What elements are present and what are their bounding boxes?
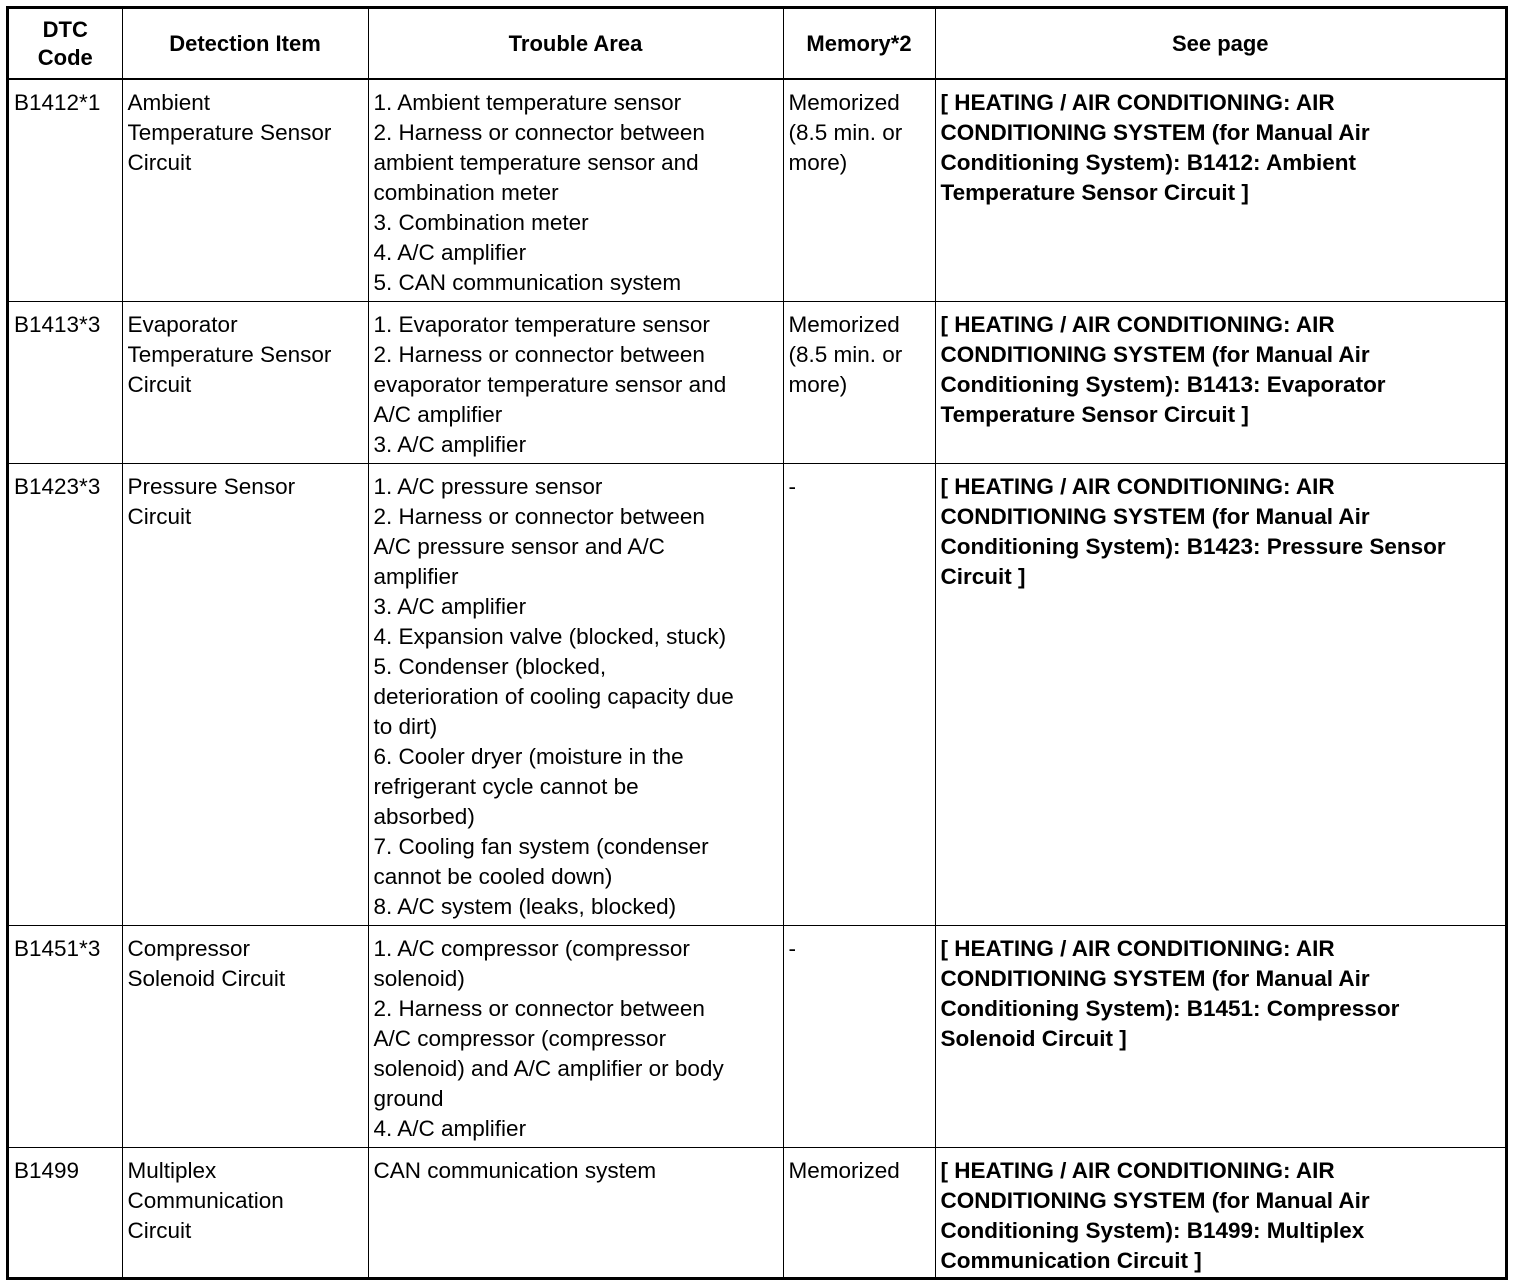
- detection-item-line: Circuit: [127, 371, 192, 397]
- trouble-area-line: 1. A/C pressure sensor: [373, 473, 603, 499]
- trouble-area-line: 3. Combination meter: [373, 210, 589, 235]
- detection-item-line: Communication: [127, 1187, 284, 1213]
- see-page-line: Conditioning System): B1423: Pressure Sensor: [940, 533, 1446, 559]
- trouble-area-line: 5. Condenser (blocked,: [373, 653, 607, 679]
- dtc-code-cell: [9, 79, 122, 301]
- see-page-cell: [935, 301, 1505, 463]
- table-row: [9, 79, 1505, 301]
- trouble-area-line: 7. Cooling fan system (condenser: [373, 833, 709, 859]
- see-page-line: Conditioning System): B1451: Compressor: [940, 995, 1400, 1021]
- trouble-area-line: evaporator temperature sensor and: [373, 371, 727, 397]
- memory-line: (8.5 min. or: [788, 120, 903, 145]
- memory-cell: [783, 79, 935, 301]
- dtc-code: B1413*3: [14, 311, 101, 337]
- trouble-area-line: deterioration of cooling capacity due: [373, 683, 734, 709]
- dtc-document: [6, 6, 1508, 1280]
- memory-cell: [783, 925, 935, 1147]
- dtc-table: [9, 9, 1505, 1278]
- see-page-line: CONDITIONING SYSTEM (for Manual Air: [940, 1187, 1370, 1213]
- memory-line: Memorized: [788, 90, 900, 115]
- table-row: [9, 1147, 1505, 1278]
- see-page-cell: [935, 79, 1505, 301]
- header-see-page: See page: [935, 9, 1505, 79]
- trouble-area-line: absorbed): [373, 803, 475, 829]
- memory-line: -: [788, 473, 796, 499]
- see-page-line: Temperature Sensor Circuit ]: [940, 401, 1249, 427]
- trouble-area-line: 6. Cooler dryer (moisture in the: [373, 743, 684, 769]
- detection-item-line: Ambient: [127, 90, 211, 115]
- trouble-area-line: 3. A/C amplifier: [373, 593, 527, 619]
- trouble-area-line: 5. CAN communication system: [373, 270, 682, 295]
- trouble-area-line: 8. A/C system (leaks, blocked): [373, 893, 677, 919]
- trouble-area-line: A/C pressure sensor and A/C: [373, 533, 665, 559]
- see-page-line: Circuit ]: [940, 563, 1026, 589]
- memory-cell: [783, 1147, 935, 1278]
- memory-line: (8.5 min. or: [788, 341, 903, 367]
- see-page-line: [ HEATING / AIR CONDITIONING: AIR: [940, 90, 1335, 115]
- memory-line: more): [788, 371, 848, 397]
- see-page-line: CONDITIONING SYSTEM (for Manual Air: [940, 965, 1370, 991]
- header-memory: Memory*2: [783, 9, 935, 79]
- dtc-code-cell: [9, 463, 122, 925]
- detection-item-line: Solenoid Circuit: [127, 965, 286, 991]
- see-page-line: Temperature Sensor Circuit ]: [940, 180, 1249, 205]
- trouble-area-line: 1. Evaporator temperature sensor: [373, 311, 710, 337]
- trouble-area-line: cannot be cooled down): [373, 863, 613, 889]
- detection-item-line: Temperature Sensor: [127, 341, 332, 367]
- trouble-area-line: ground: [373, 1085, 444, 1111]
- see-page-line: Conditioning System): B1413: Evaporator: [940, 371, 1386, 397]
- see-page-line: [ HEATING / AIR CONDITIONING: AIR: [940, 1157, 1335, 1183]
- see-page-line: CONDITIONING SYSTEM (for Manual Air: [940, 120, 1370, 145]
- detection-item-line: Circuit: [127, 1217, 192, 1243]
- dtc-code-cell: [9, 301, 122, 463]
- trouble-area-cell: [368, 1147, 783, 1278]
- detection-item-line: Pressure Sensor: [127, 473, 296, 499]
- header-row: [9, 9, 1505, 79]
- trouble-area-line: A/C amplifier: [373, 401, 503, 427]
- trouble-area-line: CAN communication system: [373, 1157, 657, 1183]
- see-page-cell: [935, 925, 1505, 1147]
- trouble-area-line: to dirt): [373, 713, 438, 739]
- trouble-area-line: 2. Harness or connector between: [373, 120, 705, 145]
- trouble-area-cell: [368, 925, 783, 1147]
- detection-item-cell: [122, 463, 368, 925]
- see-page-line: CONDITIONING SYSTEM (for Manual Air: [940, 503, 1370, 529]
- dtc-code: B1451*3: [14, 935, 101, 961]
- trouble-area-cell: [368, 79, 783, 301]
- dtc-code-cell: [9, 1147, 122, 1278]
- trouble-area-line: 4. A/C amplifier: [373, 1115, 527, 1141]
- see-page-line: Solenoid Circuit ]: [940, 1025, 1127, 1051]
- dtc-code-cell: [9, 925, 122, 1147]
- trouble-area-line: combination meter: [373, 180, 559, 205]
- memory-line: -: [788, 935, 796, 961]
- trouble-area-line: 2. Harness or connector between: [373, 995, 705, 1021]
- trouble-area-cell: [368, 301, 783, 463]
- dtc-code: B1412*1: [14, 90, 101, 115]
- detection-item-line: Temperature Sensor: [127, 120, 332, 145]
- detection-item-line: Evaporator: [127, 311, 238, 337]
- detection-item-cell: [122, 925, 368, 1147]
- table-row: [9, 301, 1505, 463]
- see-page-line: [ HEATING / AIR CONDITIONING: AIR: [940, 935, 1335, 961]
- trouble-area-line: 1. A/C compressor (compressor: [373, 935, 690, 961]
- header-trouble-area: Trouble Area: [368, 9, 783, 79]
- table-row: [9, 925, 1505, 1147]
- see-page-line: [ HEATING / AIR CONDITIONING: AIR: [940, 473, 1335, 499]
- trouble-area-line: 2. Harness or connector between: [373, 503, 705, 529]
- memory-cell: [783, 301, 935, 463]
- trouble-area-line: solenoid) and A/C amplifier or body: [373, 1055, 724, 1081]
- detection-item-cell: [122, 301, 368, 463]
- header-dtc-code: [9, 9, 122, 79]
- dtc-code: B1423*3: [14, 473, 101, 499]
- detection-item-line: Compressor: [127, 935, 251, 961]
- see-page-line: [ HEATING / AIR CONDITIONING: AIR: [940, 311, 1335, 337]
- detection-item-cell: [122, 79, 368, 301]
- memory-line: more): [788, 150, 848, 175]
- see-page-line: Conditioning System): B1412: Ambient: [940, 150, 1356, 175]
- trouble-area-line: ambient temperature sensor and: [373, 150, 699, 175]
- detection-item-line: Multiplex: [127, 1157, 217, 1183]
- trouble-area-line: 1. Ambient temperature sensor: [373, 90, 682, 115]
- header-dtc-line2: Code: [37, 44, 93, 70]
- dtc-code: B1499: [14, 1157, 80, 1183]
- trouble-area-line: solenoid): [373, 965, 465, 991]
- detection-item-line: Circuit: [127, 503, 192, 529]
- trouble-area-line: refrigerant cycle cannot be: [373, 773, 639, 799]
- see-page-line: Conditioning System): B1499: Multiplex: [940, 1217, 1365, 1243]
- table-row: [9, 463, 1505, 925]
- trouble-area-line: 2. Harness or connector between: [373, 341, 705, 367]
- memory-line: Memorized: [788, 1157, 900, 1183]
- see-page-cell: [935, 463, 1505, 925]
- trouble-area-line: amplifier: [373, 563, 459, 589]
- header-dtc-line1: DTC: [42, 16, 88, 42]
- memory-cell: [783, 463, 935, 925]
- detection-item-cell: [122, 1147, 368, 1278]
- see-page-cell: [935, 1147, 1505, 1278]
- see-page-line: CONDITIONING SYSTEM (for Manual Air: [940, 341, 1370, 367]
- trouble-area-line: A/C compressor (compressor: [373, 1025, 667, 1051]
- trouble-area-line: 3. A/C amplifier: [373, 431, 527, 457]
- see-page-line: Communication Circuit ]: [940, 1247, 1202, 1273]
- trouble-area-line: 4. Expansion valve (blocked, stuck): [373, 623, 727, 649]
- memory-line: Memorized: [788, 311, 900, 337]
- header-detection-item: Detection Item: [122, 9, 368, 79]
- trouble-area-line: 4. A/C amplifier: [373, 240, 527, 265]
- detection-item-line: Circuit: [127, 150, 192, 175]
- trouble-area-cell: [368, 463, 783, 925]
